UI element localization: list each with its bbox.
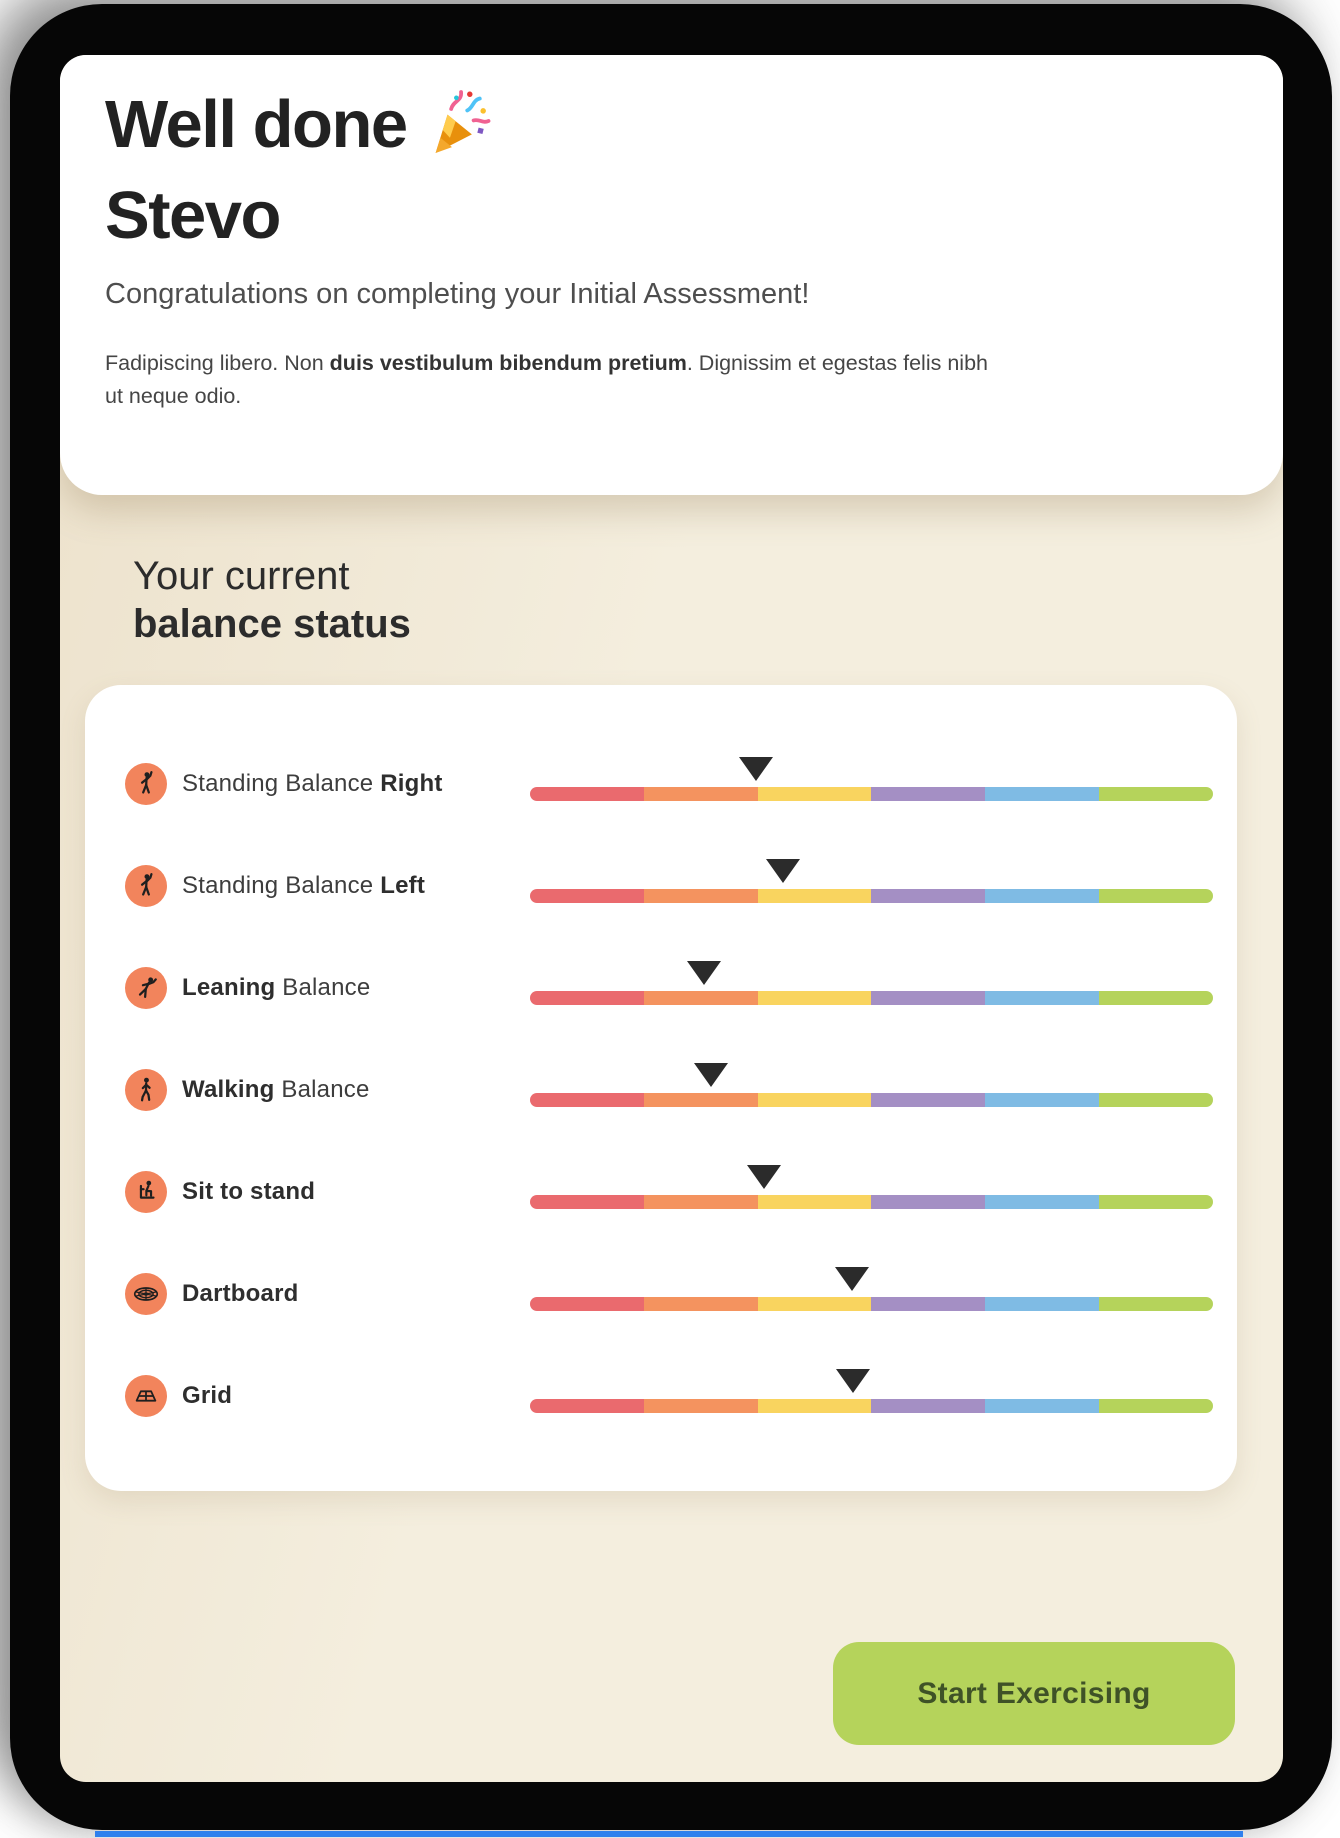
balance-row <box>125 1141 1213 1243</box>
scale-segment <box>1099 889 1213 903</box>
scale-segment <box>758 1297 872 1311</box>
balance-row <box>125 1039 1213 1141</box>
body-text-suffix: . Dignissim et egestas felis nibh ut neque odio. <box>105 351 988 409</box>
balance-scale <box>530 961 1213 1007</box>
scale-segment <box>758 1195 872 1209</box>
balance-row-label: Walking Balance <box>182 1076 370 1103</box>
rating-scale-bar <box>530 889 1213 903</box>
scale-segment <box>530 889 644 903</box>
section-title-line2: balance status <box>133 602 411 646</box>
scale-segment <box>1099 1093 1213 1107</box>
marker-triangle-icon <box>747 1165 781 1189</box>
section-title <box>133 552 411 648</box>
scale-segment <box>758 991 872 1005</box>
scale-segment <box>758 1399 872 1413</box>
scale-segment <box>1099 1195 1213 1209</box>
page-title <box>105 55 1238 254</box>
rating-scale-bar <box>530 1195 1213 1209</box>
balance-row-label: Standing Balance Right <box>182 770 443 797</box>
scale-segment <box>530 1195 644 1209</box>
balance-scale <box>530 1267 1213 1313</box>
scale-segment <box>530 1093 644 1107</box>
tablet-screen <box>60 55 1283 1782</box>
balance-row <box>125 835 1213 937</box>
scale-segment <box>644 1093 758 1107</box>
balance-scale <box>530 859 1213 905</box>
party-popper-icon <box>421 85 497 177</box>
marker-triangle-icon <box>766 859 800 883</box>
balance-row <box>125 1243 1213 1345</box>
scale-segment <box>1099 1399 1213 1413</box>
scale-segment <box>644 1399 758 1413</box>
scale-segment <box>530 1297 644 1311</box>
scale-segment <box>1099 1297 1213 1311</box>
balance-scale <box>530 1063 1213 1109</box>
scale-segment <box>530 1399 644 1413</box>
scale-segment <box>985 1297 1099 1311</box>
balance-row-label: Leaning Balance <box>182 974 371 1001</box>
scale-segment <box>985 787 1099 801</box>
balance-row-label: Grid <box>182 1382 233 1409</box>
scale-segment <box>1099 991 1213 1005</box>
body-text-prefix: Fadipiscing libero. Non <box>105 351 330 376</box>
scale-segment <box>644 1195 758 1209</box>
scale-segment <box>871 1297 985 1311</box>
dartboard-icon <box>125 1273 167 1315</box>
rating-scale-bar <box>530 1399 1213 1413</box>
balance-row-label: Sit to stand <box>182 1178 316 1205</box>
scale-segment <box>871 991 985 1005</box>
balance-row-label: Standing Balance Left <box>182 872 426 899</box>
scale-segment <box>644 889 758 903</box>
scale-segment <box>985 1093 1099 1107</box>
scale-segment <box>758 787 872 801</box>
leaning-balance-icon <box>125 967 167 1009</box>
scale-segment <box>985 1399 1099 1413</box>
scale-segment <box>758 889 872 903</box>
scale-segment <box>871 1093 985 1107</box>
scale-segment <box>985 991 1099 1005</box>
grid-icon <box>125 1375 167 1417</box>
scale-segment <box>871 889 985 903</box>
body-text-bold: duis vestibulum bibendum pretium <box>329 351 687 376</box>
balance-row <box>125 733 1213 835</box>
scale-segment <box>758 1093 872 1107</box>
rating-scale-bar <box>530 1093 1213 1107</box>
title-line2: Stevo <box>105 178 280 254</box>
scale-segment <box>871 1399 985 1413</box>
header-card <box>60 55 1283 495</box>
bottom-edge-line <box>95 1831 1243 1837</box>
marker-triangle-icon <box>694 1063 728 1087</box>
marker-triangle-icon <box>739 757 773 781</box>
scale-segment <box>644 1297 758 1311</box>
subtitle: Congratulations on completing your Initial Assessment! <box>105 278 810 311</box>
balance-scale <box>530 757 1213 803</box>
balance-rows-card <box>85 685 1237 1491</box>
balance-row <box>125 1345 1213 1447</box>
scale-segment <box>985 889 1099 903</box>
balance-row <box>125 937 1213 1039</box>
tablet-bezel <box>10 4 1332 1830</box>
scale-segment <box>1099 787 1213 801</box>
balance-scale <box>530 1369 1213 1415</box>
standing-balance-icon <box>125 763 167 805</box>
sit-to-stand-icon <box>125 1171 167 1213</box>
body-text <box>105 347 1005 414</box>
scale-segment <box>871 787 985 801</box>
section-title-line1: Your current <box>133 554 350 598</box>
scale-segment <box>871 1195 985 1209</box>
title-line1: Well done <box>105 87 407 162</box>
start-exercising-button[interactable]: Start Exercising <box>833 1642 1235 1745</box>
rating-scale-bar <box>530 1297 1213 1311</box>
marker-triangle-icon <box>835 1267 869 1291</box>
balance-row-label: Dartboard <box>182 1280 299 1307</box>
scale-segment <box>644 787 758 801</box>
standing-balance-icon <box>125 865 167 907</box>
scale-segment <box>985 1195 1099 1209</box>
scale-segment <box>530 787 644 801</box>
scale-segment <box>530 991 644 1005</box>
scale-segment <box>644 991 758 1005</box>
balance-scale <box>530 1165 1213 1211</box>
rating-scale-bar <box>530 991 1213 1005</box>
marker-triangle-icon <box>687 961 721 985</box>
walking-balance-icon <box>125 1069 167 1111</box>
rating-scale-bar <box>530 787 1213 801</box>
marker-triangle-icon <box>836 1369 870 1393</box>
